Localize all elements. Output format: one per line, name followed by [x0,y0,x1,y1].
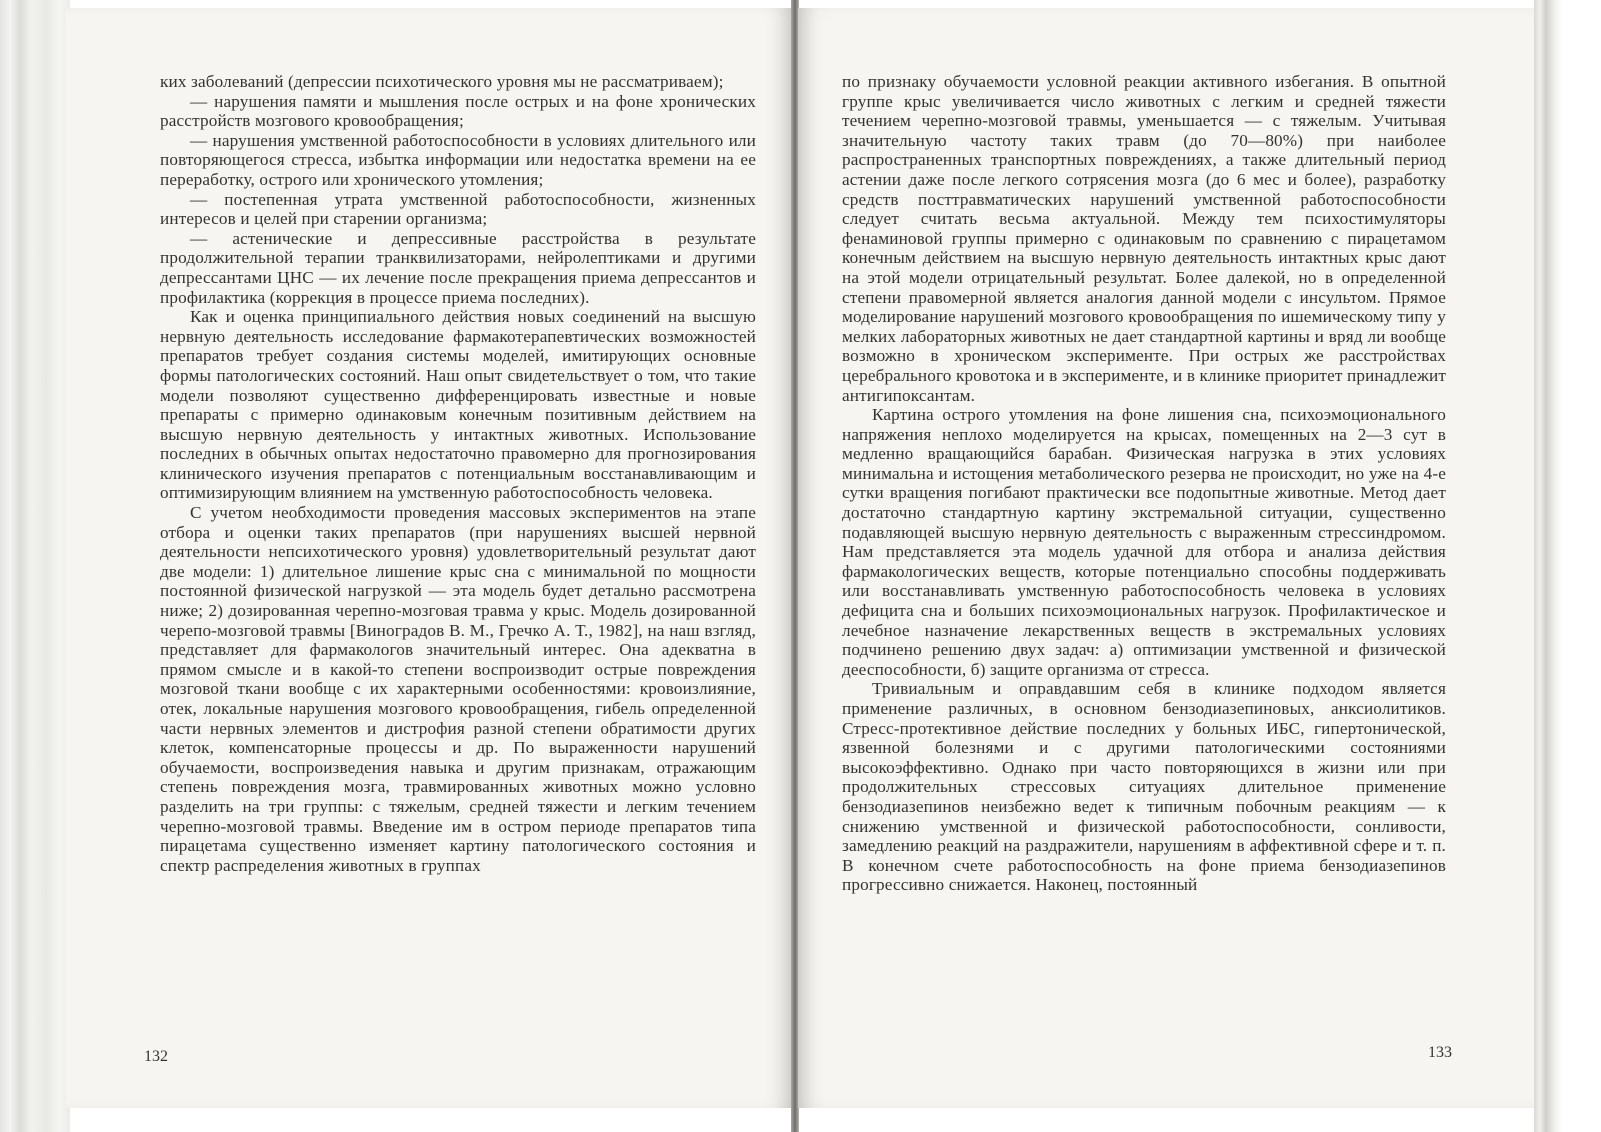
left-page-text [160,72,756,875]
page-number-left: 132 [144,1048,168,1065]
paragraph: С учетом необходимости проведения массовых экспериментов на этапе отбора и оценки таких препаратов (при нарушениях высшей нервной деятельности непсихотического уровня) удовлетворительный результат дают две модели: 1) длительное лишение крыс сна с минимальной по мощности постоянной физической нагрузкой — эта модель будет детально рассмотрена ниже; 2) дозированная черепно-мозговая травма у крыс. Модель дозированной черепо-мозговой травмы [Виноградов В. М., Гречко А. Т., 1982], на наш взгляд, представляет для фармакологов значительный интерес. Она адекватна в прямом смысле и в какой-то степени воспроизводит острые повреждения мозговой ткани вообще с их характерными особенностями: кровоизлияние, отек, локальные нарушения мозгового кровообращения, гибель определенной части нервных элементов и дистрофия разной степени обратимости других клеток, компенсаторные процессы и др. По выраженности нарушений обучаемости, воспроизведения навыка и другим признакам, отражающим степень повреждения мозга, травмированных животных можно условно разделить на три группы: с тяжелым, средней тяжести и легким течением черепно-мозговой травмы. Введение им в остром периоде препаратов типа пирацетама существенно изменяет картину патологического состояния и спектр распределения животных в группах [160,503,756,875]
page-number-right: 133 [1428,1044,1452,1061]
right-page-text [842,72,1446,895]
paragraph: — астенические и депрессивные расстройства в результате продолжительной терапии транквилизаторами, нейролептиками и другими депрессантами ЦНС — их лечение после прекращения приема депрессантов и профилактика (коррекция в процессе приема последних). [160,228,756,307]
paragraph: по признаку обучаемости условной реакции активного избегания. В опытной группе крыс увеличивается число животных с легким и средней тяжести течением черепно-мозговой травмы, уменьшается — с тяжелым. Учитывая значительную частоту таких травм (до 70—80%) при наиболее распространенных транспортных повреждениях, а также длительный период астении даже после легкого сотрясения мозга (до 6 мес и более), разработку средств посттравматических нарушений умственной работоспособности следует считать весьма актуальной. Между тем психостимуляторы фенаминовой группы примерно с одинаковым по сравнению с пирацетамом конечным действием на высшую нервную деятельность интактных крыс дают на этой модели отрицательный результат. Более далекой, но в определенной степени правомерной является аналогия данной модели с инсультом. Прямое моделирование нарушений мозгового кровообращения по ишемическому типу у мелких лабораторных животных не дает стандартной картины и вряд ли вообще возможно в хроническом эксперименте. При острых же расстройствах церебрального кровотока и в эксперименте, и в клинике приоритет принадлежит антигипоксантам. [842,72,1446,405]
paragraph: ких заболеваний (депрессии психотического уровня мы не рассматриваем); [160,72,724,91]
paragraph: — постепенная утрата умственной работоспособности, жизненных интересов и целей при старении организма; [160,189,756,229]
page-stack-edge [1534,0,1601,1132]
right-page [798,8,1534,1108]
paragraph: Тривиальным и оправдавшим себя в клинике подходом является применение различных, в основном бензодиазепиновых, анксиолитиков. Стресс-протективное действие последних у больных ИБС, гипертонической, язвенной болезнями и с другими патологическими состояниями высокоэффективно. Однако при часто повторяющихся в жизни или при продолжительных стрессовых ситуациях длительное применение бензодиазепинов неизбежно ведет к типичным побочным реакциям — к снижению умственной и физической работоспособности, сонливости, замедлению реакций на раздражители, нарушениям в аффективной сфере и т. п. В конечном счете работоспособность на фоне приема бензодиазепинов прогрессивно снижается. Наконец, постоянный [842,679,1446,895]
paragraph: Картина острого утомления на фоне лишения сна, психоэмоционального напряжения неплохо моделируется на крысах, помещенных на 2—3 сут в медленно вращающийся барабан. Физическая нагрузка в этих условиях минимальна и истощения метаболического резерва не происходит, но уже на 4-е сутки вращения погибают практически все подопытные животные. Метод дает достаточно стандартную картину экстремальной ситуации, существенно подавляющей высшую нервную деятельность с выраженным стрессиндромом. Нам представляется эта модель удачной для отбора и анализа действия фармакологических веществ, которые потенциально способны поддерживать или восстанавливать умственную работоспособность человека в условиях дефицита сна и больших психоэмоциональных нагрузок. Профилактическое и лечебное назначение лекарственных веществ в экстремальных условиях подчинено решению двух задач: а) оптимизации умственной и физической дееспособности, б) защите организма от стресса. [842,405,1446,679]
paragraph: — нарушения памяти и мышления после острых и на фоне хронических расстройств мозгового кровообращения; [160,91,756,131]
left-page [66,8,792,1108]
paragraph: — нарушения умственной работоспособности в условиях длительного или повторяющегося стресса, избытка информации или недостатка времени на ее переработку, острого или хронического утомления; [160,130,756,189]
paragraph: Как и оценка принципиального действия новых соединений на высшую нервную деятельность исследование фармакотерапевтических возможностей препаратов требует создания системы моделей, имитирующих основные формы патологических состояний. Наш опыт свидетельствует о том, что такие модели позволяют существенно дифференцировать известные и новые препараты с примерно одинаковым конечным позитивным действием на высшую нервную деятельность у интактных животных. Использование последних в обычных опытах недостаточно правомерно для прогнозирования клинического изучения препаратов с потенциальным восстанавливающим и оптимизирующим влиянием на умственную работоспособность человека. [160,307,756,503]
page-stack-edge [0,0,70,1132]
